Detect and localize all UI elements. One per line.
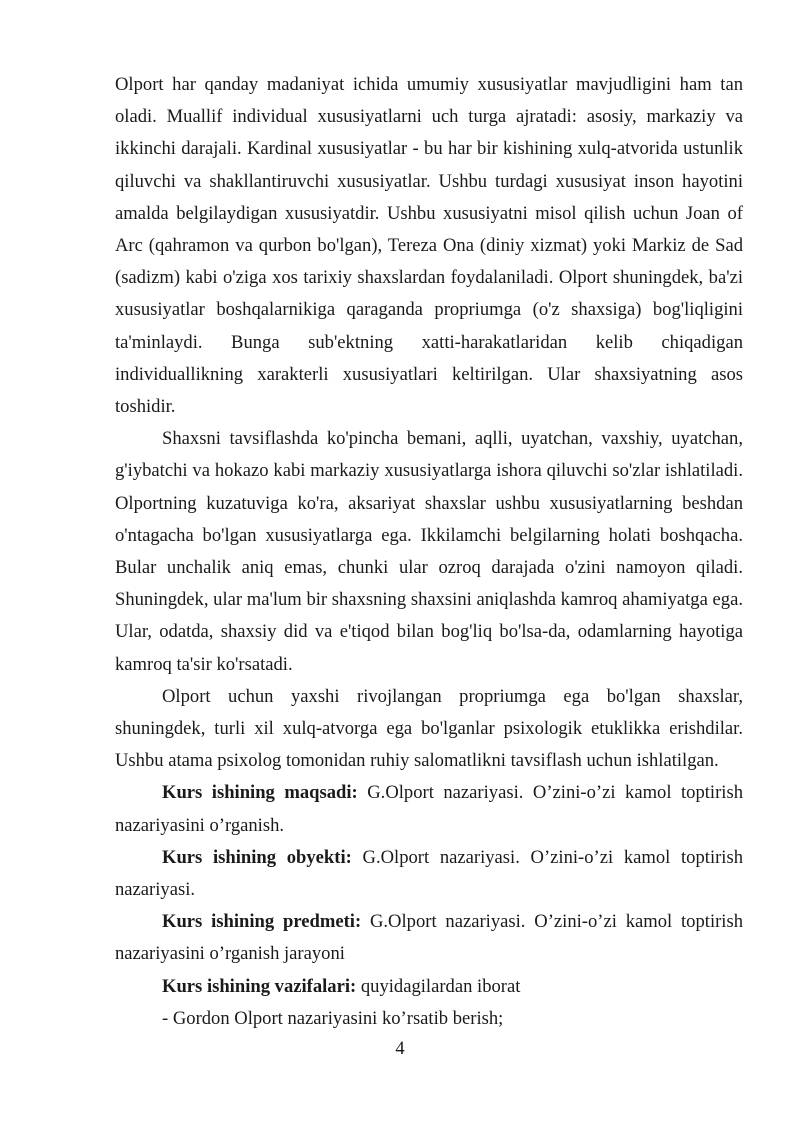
paragraph-central-traits: Shaxsni tavsiflashda ko'pincha bemani, aqlli, uyatchan, vaxshiy, uyatchan, g'iybatchi va hokazo kabi markaziy xususiyatlarga ishora qiluvchi so'zlar ishlatiladi. Olportning kuzatuviga ko'ra, aksariyat shaxslar ushbu xususiyatlarning beshdan o'ntagacha bo'lgan xususiyatlarga ega. Ikkilamchi belgilarning holati boshqacha. Bular unchalik aniq emas, chunki ular ozroq darajada o'zini namoyon qiladi. Shuningdek, ular ma'lum bir shaxsning shaxsini aniqlashda kamroq ahamiyatga ega. Ular, odatda, shaxsiy did va e'tiqod bilan bog'liq bo'lsa-da, odamlarning hayotiga kamroq ta'sir ko'rsatadi. [115, 428, 743, 675]
course-tasks-text: quyidagilardan iborat [356, 975, 521, 997]
paragraph-maturity: Olport uchun yaxshi rivojlangan propriumga ega bo'lgan shaxslar, shuningdek, turli xil xulq-atvorga ega bo'lganlar psixologik etuklikka erishdilar. Ushbu atama psixolog tomonidan ruhiy salomatlikni tavsiflash uchun ishlatilgan. [115, 685, 743, 772]
page-number: 4 [395, 1038, 405, 1059]
course-tasks-label: Kurs ishining vazifalari: [162, 975, 357, 997]
course-object-label: Kurs ishining obyekti: [162, 846, 352, 868]
course-object-text: G.Olport nazariyasi. O’zini-o’zi kamol toptirish nazariyasi. [115, 846, 743, 901]
document-page [115, 69, 743, 1035]
course-task-item: - Gordon Olport nazariyasini ko’rsatib berish; [162, 1007, 504, 1029]
course-object [115, 842, 743, 906]
course-subject [115, 906, 743, 970]
course-subject-text: G.Olport nazariyasi. O’zini-o’zi kamol toptirish nazariyasini o’rganish jarayoni [115, 911, 743, 965]
course-tasks [115, 971, 743, 1003]
course-goal-label: Kurs ishining maqsadi: [162, 782, 358, 804]
paragraph-traits-types: Olport har qanday madaniyat ichida umumiy xususiyatlar mavjudligini ham tan oladi. Muallif individual xususiyatlarni uch turga ajratadi: asosiy, markaziy va ikkinchi darajali. Kardinal xususiyatlar - bu har bir kishining xulq-atvorida ustunlik qiluvchi va shakllantiruvchi xususiyatlar. Ushbu turdagi xususiyat inson hayotini amalda belgilaydigan xususiyatdir. Ushbu xususiyatni misol qilish uchun Joan of Arc (qahramon va qurbon bo'lgan), Tereza Ona (diniy xizmat) yoki Markiz de Sad (sadizm) kabi o'ziga xos tarixiy shaxslardan foydalaniladi. Olport shuningdek, ba'zi xususiyatlar boshqalarnikiga qaraganda propriumga (o'z shaxsiga) bog'liqligini ta'minlaydi. Bunga sub'ektning xatti-harakatlaridan kelib chiqadigan individuallikning xarakterli xususiyatlari keltirilgan. Ular shaxsiyatning asos toshidir. [115, 74, 743, 418]
course-subject-label: Kurs ishining predmeti: [162, 911, 362, 933]
course-goal-text: G.Olport nazariyasi. O’zini-o’zi kamol toptirish nazariyasini o’rganish. [115, 782, 743, 836]
course-goal [115, 777, 743, 841]
